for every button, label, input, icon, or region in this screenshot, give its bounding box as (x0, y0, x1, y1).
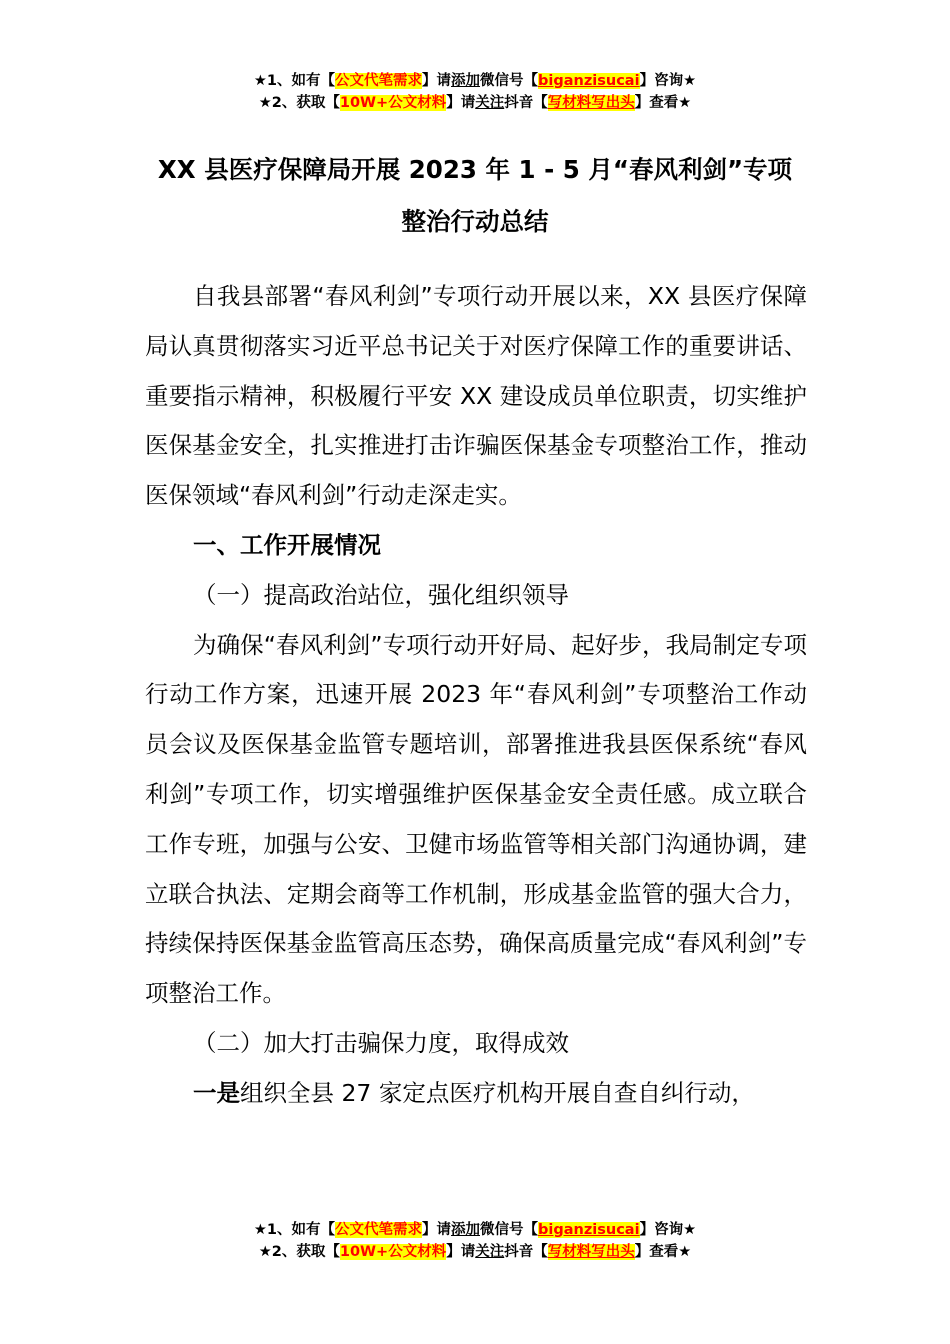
lead-label: 一是 (193, 1078, 240, 1107)
title-line-1: XX 县医疗保障局开展 2023 年 1 - 5 月“春风利剑”专项 (157, 155, 793, 184)
banner-line-1: ★1、如有【公文代笔需求】请添加微信号【biganzisucai】咨询★ (253, 73, 697, 89)
top-promo-banner (0, 70, 950, 114)
banner-douyin-id: 写材料写出头 (547, 95, 635, 111)
document-body (145, 272, 807, 1119)
banner-highlight: 公文代笔需求 (335, 73, 423, 89)
banner-underlined-text: 关注 (475, 95, 505, 111)
banner-underlined-text: 关注 (475, 1244, 505, 1260)
subsection-paragraph: 为确保“春风利剑”专项行动开好局、起好步，我局制定专项行动工作方案，迅速开展 2023 年“春风利剑”专项整治工作动员会议及医保基金监管专题培训，部署推进我县医保系统“春风利剑”专项工作，切实增强维护医保基金安全责任感。成立联合工作专班，加强与公安、卫健市场监管等相关部门沟通协调，建立联合执法、定期会商等工作机制，形成基金监管的强大合力，持续保持医保基金监管高压态势，确保高质量完成“春风利剑”专项整治工作。 (145, 630, 807, 1008)
subsection-paragraph: 一是组织全县 27 家定点医疗机构开展自查自纠行动， (193, 1078, 755, 1107)
bottom-promo-banner (0, 1219, 950, 1263)
banner-wechat-id: biganzisucai (538, 73, 640, 89)
banner-highlight: 10W+公文材料 (339, 95, 447, 111)
banner-douyin-id: 写材料写出头 (547, 1244, 635, 1260)
banner-underlined-text: 添加 (451, 1222, 481, 1238)
subsection-heading: （一）提高政治站位，强化组织领导 (193, 580, 569, 609)
section-heading: 一、工作开展情况 (193, 530, 381, 559)
banner-underlined-text: 添加 (451, 73, 481, 89)
banner-line-2: ★2、获取【10W+公文材料】请关注抖音【写材料写出头】查看★ (258, 1244, 692, 1260)
banner-line-2: ★2、获取【10W+公文材料】请关注抖音【写材料写出头】查看★ (258, 95, 692, 111)
banner-wechat-id: biganzisucai (538, 1222, 640, 1238)
banner-highlight: 10W+公文材料 (339, 1244, 447, 1260)
document-title (140, 144, 810, 248)
intro-paragraph: 自我县部署“春风利剑”专项行动开展以来，XX 县医疗保障局认真贯彻落实习近平总书记关于对医疗保障工作的重要讲话、重要指示精神，积极履行平安 XX 建设成员单位职责，切实维护医保基金安全，扎实推进打击诈骗医保基金专项整治工作，推动医保领域“春风利剑”行动走深走实。 (145, 282, 807, 510)
banner-line-1: ★1、如有【公文代笔需求】请添加微信号【biganzisucai】咨询★ (253, 1222, 697, 1238)
banner-highlight: 公文代笔需求 (335, 1222, 423, 1238)
title-line-2: 整治行动总结 (401, 207, 549, 236)
subsection-heading: （二）加大打击骗保力度，取得成效 (193, 1028, 569, 1057)
